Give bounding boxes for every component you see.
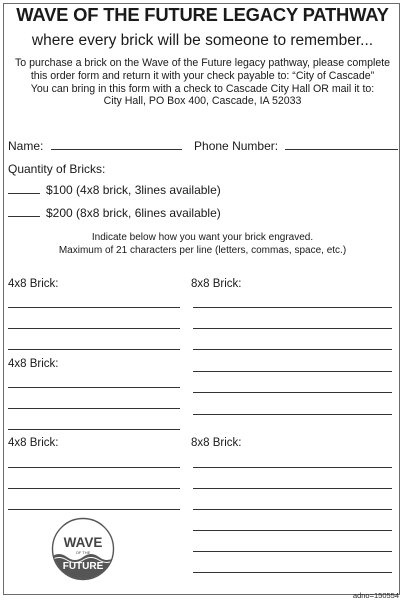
instruction-line: Indicate below how you want your brick engraved. bbox=[91, 232, 314, 243]
engraving-instructions bbox=[0, 231, 405, 257]
brick-8x8-label: 8x8 Brick: bbox=[191, 437, 242, 449]
quantity-option-200 bbox=[8, 206, 221, 220]
page-title: WAVE OF THE FUTURE LEGACY PATHWAY bbox=[16, 4, 389, 25]
engraving-line[interactable] bbox=[193, 307, 392, 308]
engraving-line[interactable] bbox=[193, 530, 392, 531]
page-subtitle: where every brick will be someone to remember... bbox=[31, 32, 374, 49]
phone-field[interactable] bbox=[285, 139, 398, 150]
engraving-line[interactable] bbox=[8, 488, 180, 489]
quantity-option-100 bbox=[8, 183, 221, 197]
intro-line: City Hall, PO Box 400, Cascade, IA 52033 bbox=[103, 95, 302, 108]
engraving-line[interactable] bbox=[193, 349, 392, 350]
contact-fields bbox=[8, 139, 398, 153]
brick-8x8-label: 8x8 Brick: bbox=[191, 278, 242, 290]
name-field[interactable] bbox=[51, 139, 182, 150]
engraving-line[interactable] bbox=[193, 488, 392, 489]
quantity-option-label: $200 (8x8 brick, 6lines available) bbox=[46, 206, 221, 220]
engraving-line[interactable] bbox=[193, 509, 392, 510]
intro-line: You can bring in this form with a check to Cascade City Hall OR mail it to: bbox=[30, 82, 375, 95]
wave-of-the-future-logo bbox=[51, 517, 115, 581]
intro-line: To purchase a brick on the Wave of the Future legacy pathway, please complete bbox=[14, 57, 391, 69]
quantity-100-field[interactable] bbox=[8, 183, 40, 194]
quantity-option-label: $100 (4x8 brick, 3lines available) bbox=[46, 183, 221, 197]
engraving-line[interactable] bbox=[193, 392, 392, 393]
name-label: Name: bbox=[8, 139, 44, 153]
logo-word-ofthe: OF THE bbox=[75, 550, 91, 555]
engraving-line[interactable] bbox=[8, 349, 180, 350]
engraving-line[interactable] bbox=[8, 429, 180, 430]
brick-4x8-label: 4x8 Brick: bbox=[8, 358, 59, 370]
quantity-200-field[interactable] bbox=[8, 206, 40, 217]
engraving-line[interactable] bbox=[193, 371, 392, 372]
ad-number: adno=150554 bbox=[352, 591, 399, 600]
engraving-line[interactable] bbox=[193, 414, 392, 415]
engraving-line[interactable] bbox=[193, 328, 392, 329]
engraving-line[interactable] bbox=[193, 572, 392, 573]
phone-label: Phone Number: bbox=[194, 139, 279, 153]
logo-word-wave: WAVE bbox=[63, 535, 103, 550]
instruction-line: Maximum of 21 characters per line (letters, commas, space, etc.) bbox=[58, 245, 347, 256]
engraving-line[interactable] bbox=[8, 467, 180, 468]
engraving-line[interactable] bbox=[193, 467, 392, 468]
brick-4x8-label: 4x8 Brick: bbox=[8, 437, 59, 449]
engraving-line[interactable] bbox=[193, 551, 392, 552]
intro-text bbox=[0, 57, 405, 108]
intro-line: this order form and return it with your check payable to: “City of Cascade” bbox=[30, 69, 375, 82]
engraving-line[interactable] bbox=[8, 328, 180, 329]
logo-word-future: FUTURE bbox=[62, 561, 104, 572]
quantity-label: Quantity of Bricks: bbox=[8, 162, 106, 176]
engraving-line[interactable] bbox=[8, 509, 180, 510]
engraving-line[interactable] bbox=[8, 408, 180, 409]
brick-4x8-label: 4x8 Brick: bbox=[8, 278, 59, 290]
engraving-line[interactable] bbox=[8, 387, 180, 388]
engraving-line[interactable] bbox=[8, 307, 180, 308]
